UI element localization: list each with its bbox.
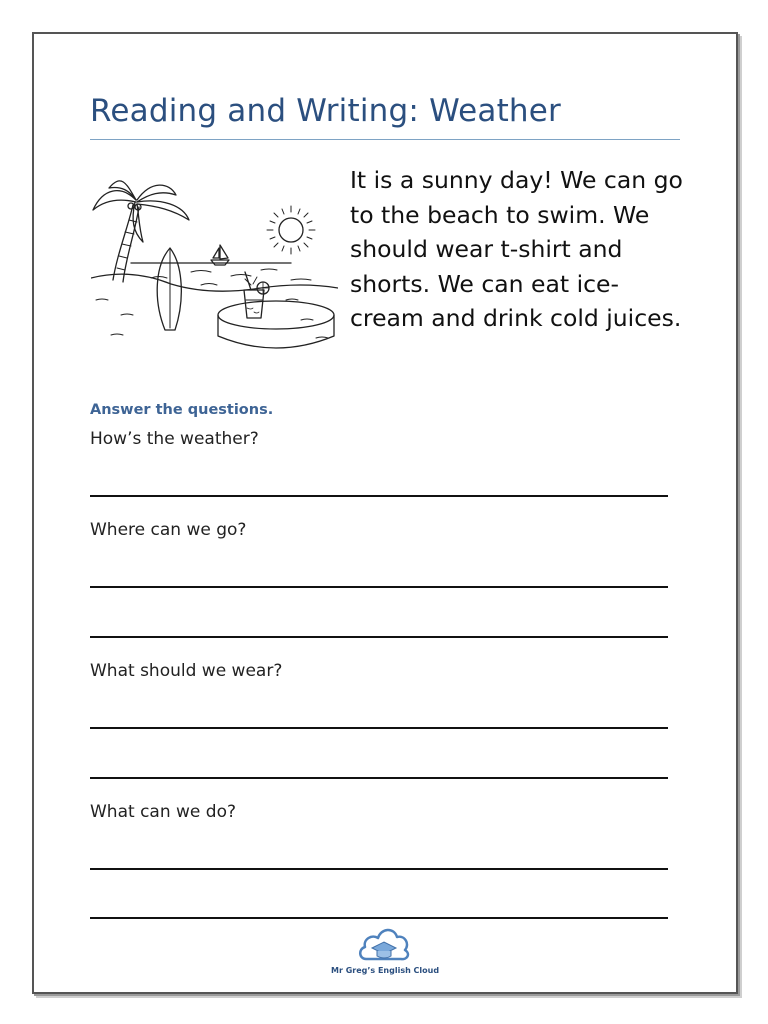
page-title: Reading and Writing: Weather [90,93,561,129]
cloud-graduation-cap-icon [356,923,412,965]
answer-line-1[interactable] [90,495,668,497]
publisher-logo [331,923,440,981]
question-where: Where can we go? [90,520,247,540]
answer-line-6[interactable] [90,868,668,870]
logo-text: Mr Greg’s English Cloud [331,966,440,975]
question-wear: What should we wear? [90,661,283,681]
beach-scene-illustration [91,160,338,352]
question-weather: How’s the weather? [90,429,259,449]
answer-line-3[interactable] [90,636,668,638]
reading-passage: It is a sunny day! We can go to the beach to swim. We should wear t-shirt and shorts. We can eat ice-cream and drink cold juices. [350,166,683,333]
question-do: What can we do? [90,802,236,822]
title-underline [90,139,680,140]
answer-line-4[interactable] [90,727,668,729]
answer-line-7[interactable] [90,917,668,919]
answer-line-5[interactable] [90,777,668,779]
answer-line-2[interactable] [90,586,668,588]
instructions-label: Answer the questions. [90,402,274,418]
